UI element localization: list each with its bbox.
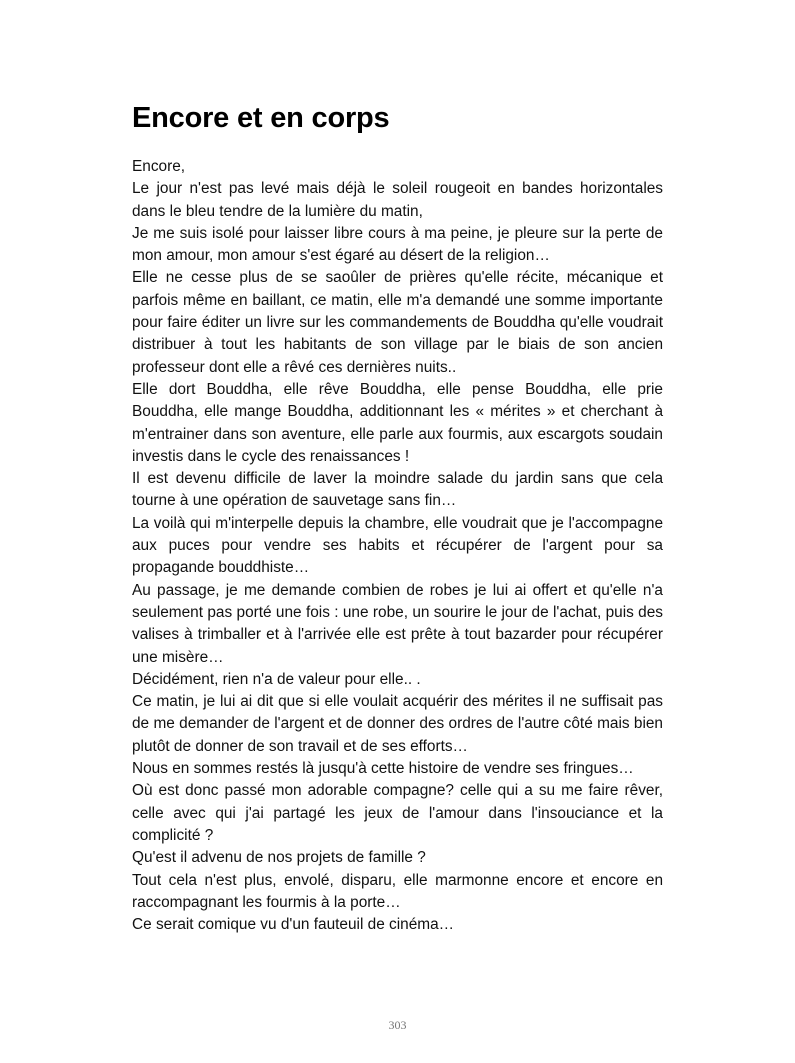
paragraph: Tout cela n'est plus, envolé, disparu, elle marmonne encore et encore en raccompagnant les fourmis à la porte…: [132, 871, 663, 911]
paragraph: Au passage, je me demande combien de robes je lui ai offert et qu'elle n'a seulement pas porté une fois : une robe, un sourire le jour de l'achat, puis des valises à trimballer et à l'arrivée elle est prête à tout bazarder pour récupérer une misère…: [132, 581, 663, 666]
page-title: Encore et en corps: [132, 102, 390, 134]
body-text: [132, 156, 663, 936]
page-number: 303: [388, 1018, 407, 1032]
paragraph: Il est devenu difficile de laver la moindre salade du jardin sans que cela tourne à une opération de sauvetage sans fin…: [132, 470, 663, 510]
paragraph: Ce matin, je lui ai dit que si elle voulait acquérir des mérites il ne suffisait pas de me demander de l'argent et de donner des ordres de l'autre côté mais bien plutôt de donner de son travail et de ses efforts…: [132, 693, 663, 755]
paragraph: Ce serait comique vu d'un fauteuil de cinéma…: [132, 916, 455, 934]
paragraph: La voilà qui m'interpelle depuis la chambre, elle voudrait que je l'accompagne aux puces pour vendre ses habits et récupérer de l'argent pour sa propagande bouddhiste…: [132, 514, 663, 577]
paragraph: Décidément, rien n'a de valeur pour elle.. .: [132, 670, 421, 688]
paragraph: Qu'est il advenu de nos projets de famille ?: [132, 849, 426, 867]
paragraph: Où est donc passé mon adorable compagne? celle qui a su me faire rêver, celle avec qui j'ai partagé les jeux de l'amour dans l'insouciance et la complicité ?: [132, 782, 663, 844]
paragraph: Nous en sommes restés là jusqu'à cette histoire de vendre ses fringues…: [132, 760, 634, 778]
paragraph: Elle dort Bouddha, elle rêve Bouddha, elle pense Bouddha, elle prie Bouddha, elle mange Bouddha, additionnant les « mérites » et cherchant à m'entrainer dans son aventure, elle parle aux fourmis, aux escargots soudain investis dans le cycle des renaissances !: [132, 380, 663, 465]
paragraph: Je me suis isolé pour laisser libre cours à ma peine, je pleure sur la perte de mon amour, mon amour s'est égaré au désert de la religion…: [132, 224, 663, 265]
paragraph: Le jour n'est pas levé mais déjà le soleil rougeoit en bandes horizontales dans le bleu tendre de la lumière du matin,: [132, 180, 663, 220]
paragraph: Elle ne cesse plus de se saoûler de prières qu'elle récite, mécanique et parfois même en baillant, ce matin, elle m'a demandé une somme importante pour faire éditer un livre sur les commandements de Bouddha qu'elle voudrait distribuer à tout les habitants de son village par le biais de son ancien professeur dont elle a rêvé ces dernières nuits..: [132, 269, 663, 376]
paragraph: Encore,: [132, 158, 186, 175]
